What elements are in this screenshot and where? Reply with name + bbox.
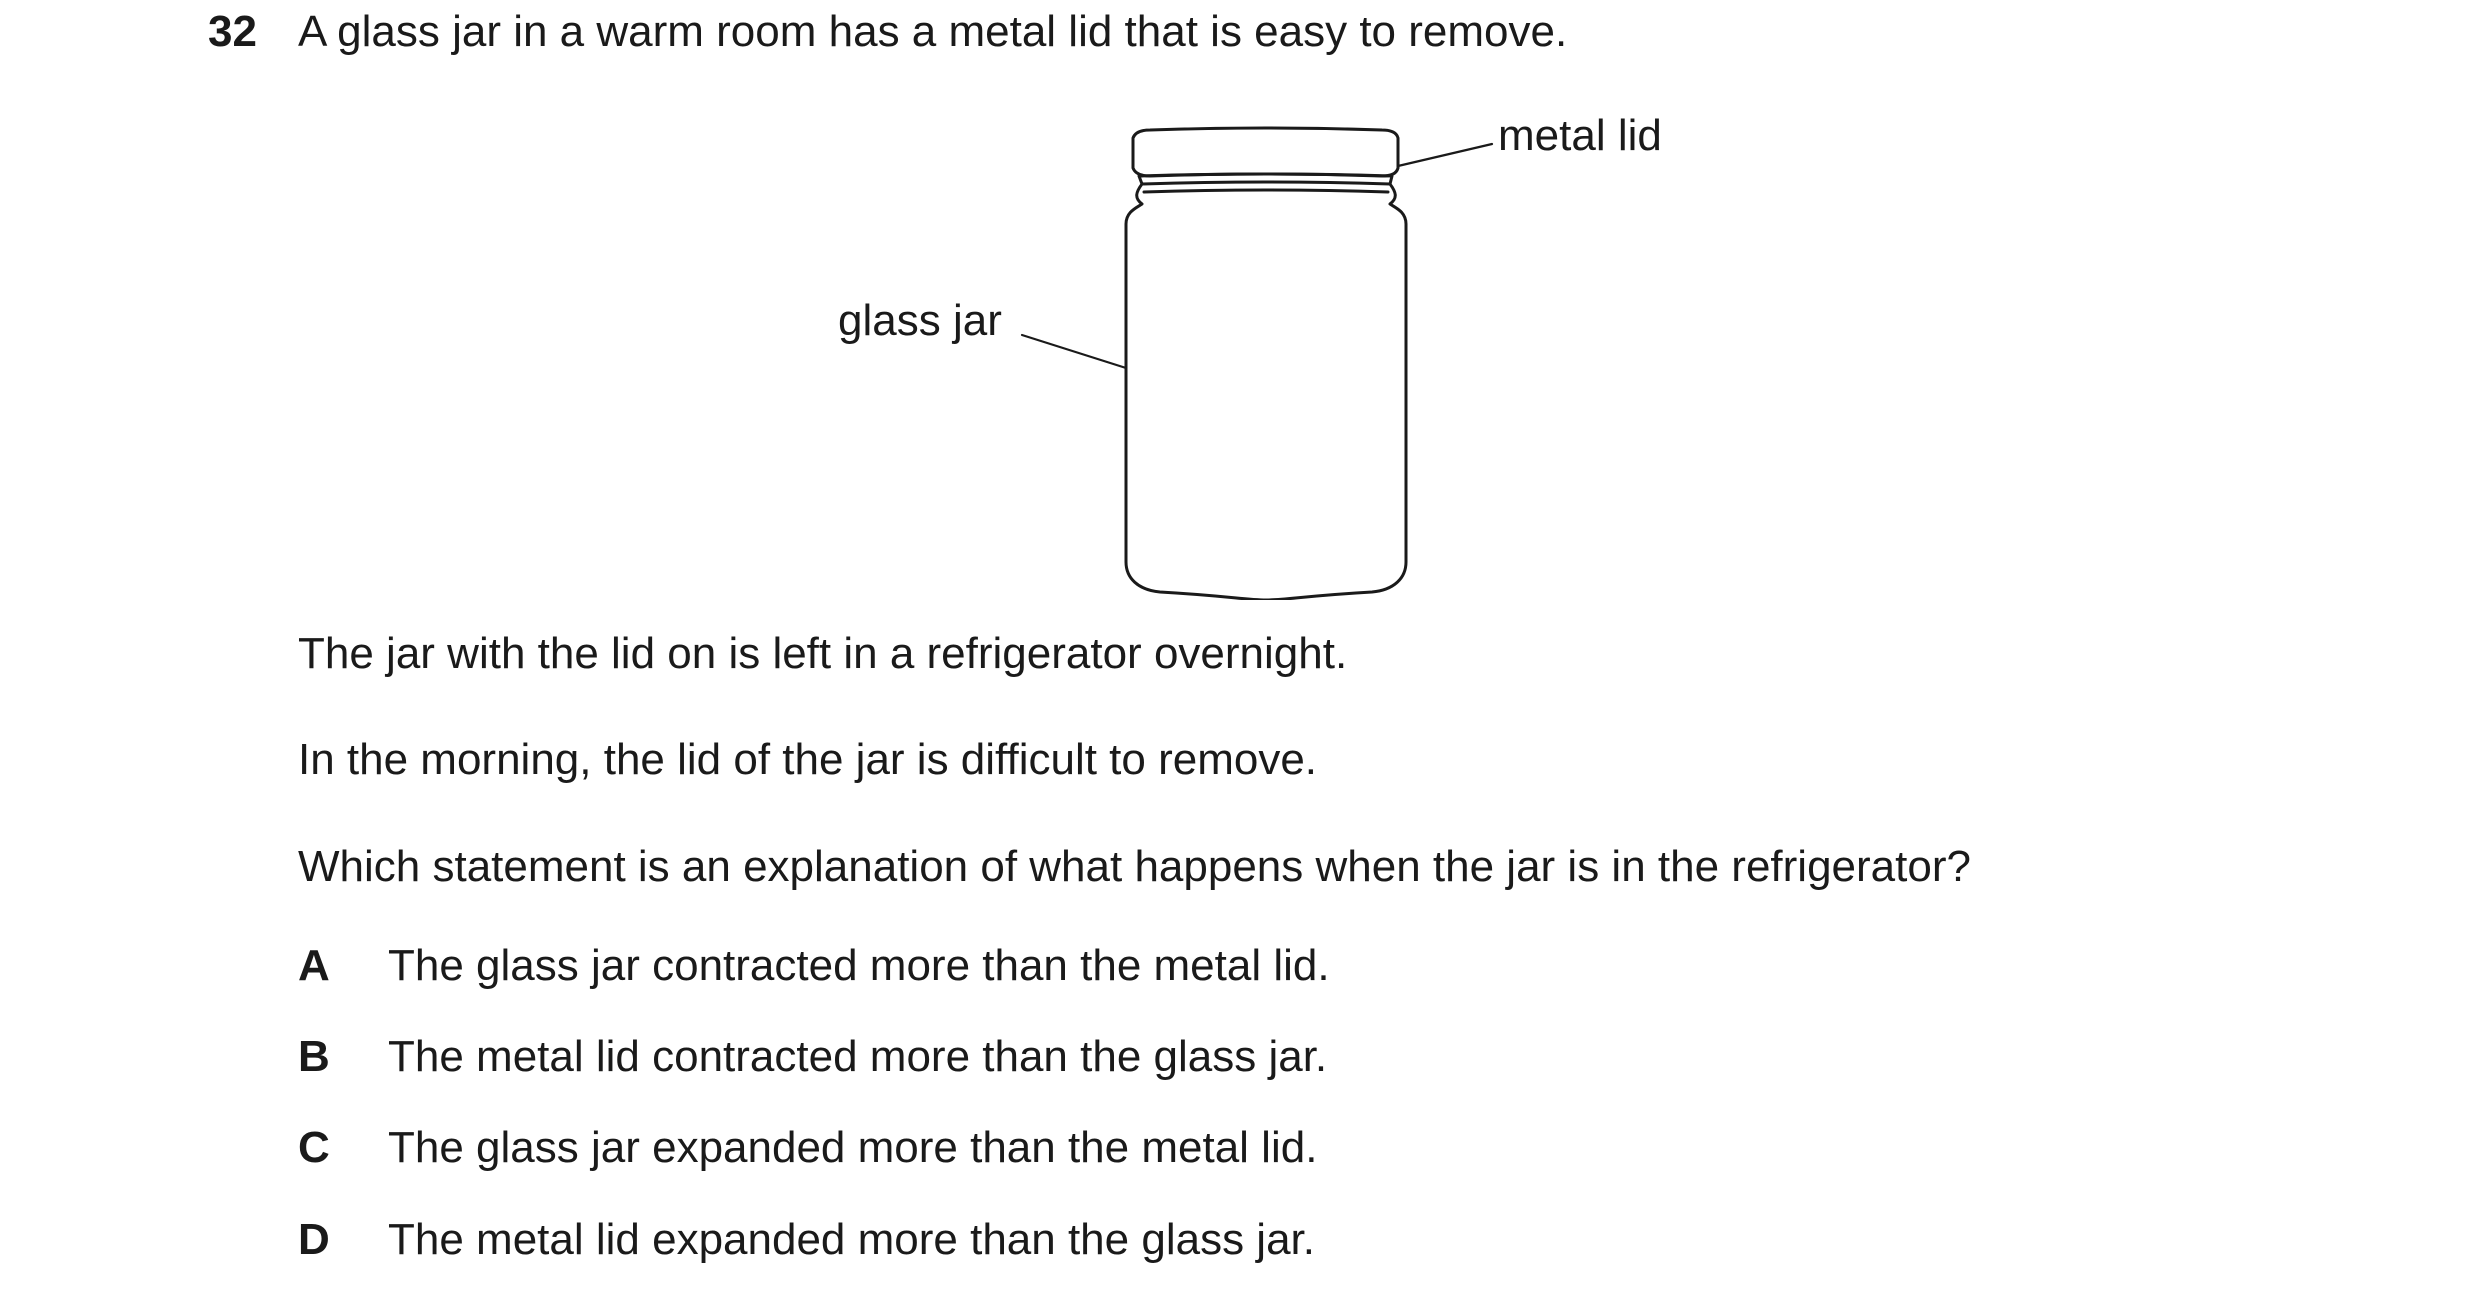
paragraph-question: Which statement is an explanation of what happens when the jar is in the refrigerator? — [298, 842, 1971, 891]
option-text: The metal lid contracted more than the glass jar. — [388, 1032, 1328, 1081]
option-letter: B — [298, 1032, 330, 1081]
option-text: The glass jar contracted more than the metal lid. — [388, 941, 1330, 990]
metal-lid-label: metal lid — [1498, 111, 1662, 160]
option-text: The glass jar expanded more than the metal lid. — [388, 1123, 1318, 1172]
question-stem: A glass jar in a warm room has a metal lid that is easy to remove. — [298, 7, 1568, 56]
option-text: The metal lid expanded more than the glass jar. — [388, 1215, 1315, 1264]
jar-diagram — [800, 100, 1700, 600]
jar-illustration — [800, 100, 1700, 600]
jar-thread — [1144, 190, 1388, 192]
question-number: 32 — [208, 7, 257, 56]
option-letter: D — [298, 1215, 330, 1264]
glass-jar-label: glass jar — [838, 296, 1002, 345]
lid-leader-line — [1398, 144, 1492, 166]
option-letter: A — [298, 941, 330, 990]
option-letter: C — [298, 1123, 330, 1172]
paragraph-refrigerator: The jar with the lid on is left in a refrigerator overnight. — [298, 629, 1348, 678]
lid-rim — [1139, 174, 1392, 184]
paragraph-morning: In the morning, the lid of the jar is difficult to remove. — [298, 735, 1318, 784]
jar-leader-line — [1022, 335, 1126, 368]
glass-jar-shape — [1126, 184, 1406, 600]
metal-lid-shape — [1133, 128, 1398, 176]
